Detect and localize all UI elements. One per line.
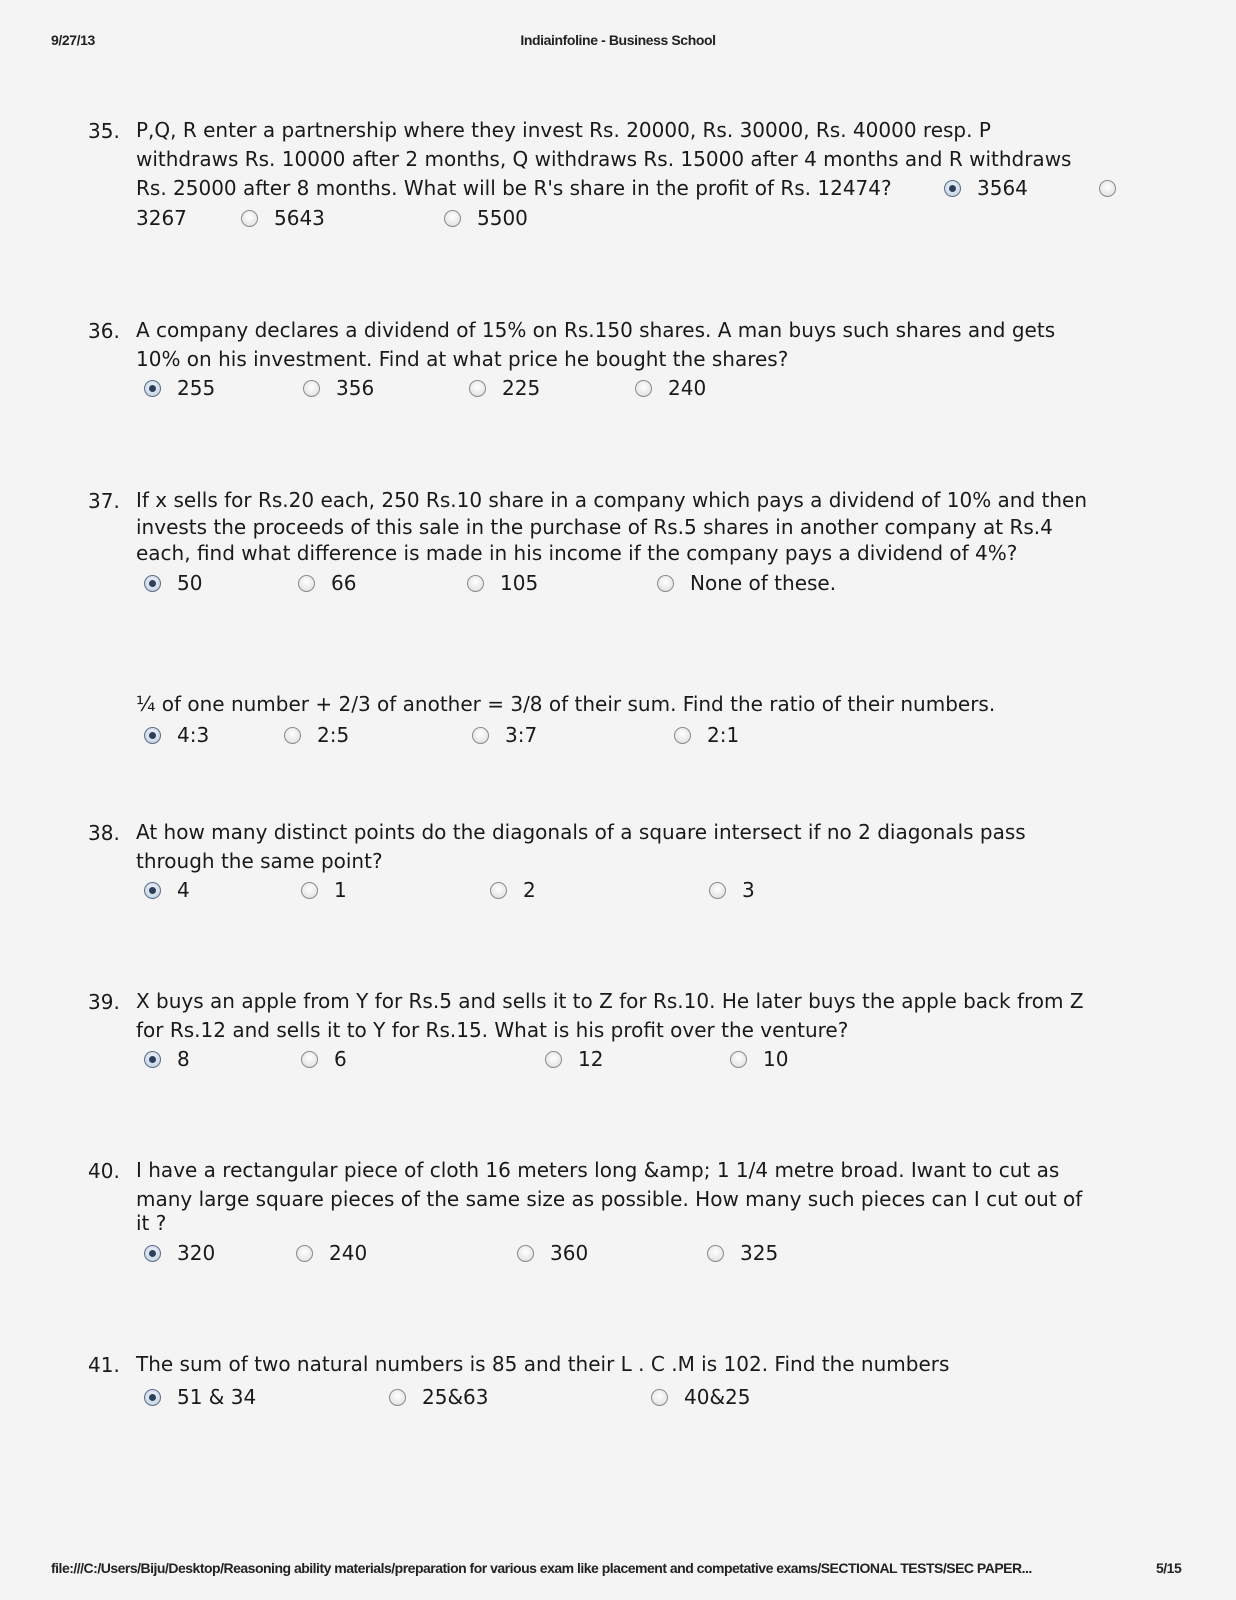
question-text-line: ¼ of one number + 2/3 of another = 3/8 of their sum. Find the ratio of their numbers. — [136, 692, 996, 716]
question-text-line: withdraws Rs. 10000 after 2 months, Q withdraws Rs. 15000 after 4 months and R withdraws — [136, 147, 1072, 171]
option-25-63[interactable] — [389, 1382, 489, 1412]
question-text-line: The sum of two natural numbers is 85 and their L . C .M is 102. Find the numbers — [136, 1352, 950, 1376]
question-text-line: 10% on his investment. Find at what price he bought the shares? — [136, 347, 789, 371]
question-text-line: At how many distinct points do the diagonals of a square intersect if no 2 diagonals pass — [136, 820, 1026, 844]
question-text-line: I have a rectangular piece of cloth 16 meters long &amp; 1 1/4 metre broad. Iwant to cut as — [136, 1158, 1060, 1182]
option-66[interactable] — [298, 568, 356, 598]
question-number: 39. — [88, 990, 120, 1014]
option-label: 51 & 34 — [177, 1385, 257, 1409]
option-label: 2:1 — [707, 723, 740, 747]
option-105[interactable] — [467, 568, 538, 598]
question-number: 36. — [88, 319, 120, 343]
option-2[interactable] — [490, 875, 536, 905]
radio-icon[interactable] — [301, 882, 318, 899]
option-label: 320 — [177, 1241, 216, 1265]
question-number: 40. — [88, 1159, 120, 1183]
option-label: 240 — [668, 376, 707, 400]
question-text-line: A company declares a dividend of 15% on Rs.150 shares. A man buys such shares and gets — [136, 318, 1056, 342]
option-255[interactable] — [144, 373, 215, 403]
option-label: None of these. — [690, 571, 837, 595]
radio-icon[interactable] — [389, 1389, 406, 1406]
option-label: 4 — [177, 878, 190, 902]
option-label: 40&25 — [684, 1385, 751, 1409]
question-text-line: X buys an apple from Y for Rs.5 and sells it to Z for Rs.10. He later buys the apple back from Z — [136, 989, 1084, 1013]
radio-icon[interactable] — [674, 727, 691, 744]
option-4[interactable] — [144, 875, 190, 905]
radio-selected-icon[interactable] — [144, 1389, 161, 1406]
option-3-7[interactable] — [472, 720, 537, 750]
option-label: 3564 — [977, 176, 1028, 200]
option-2-5[interactable] — [284, 720, 349, 750]
radio-icon[interactable] — [444, 210, 461, 227]
question-text-line: Rs. 25000 after 8 months. What will be R's share in the profit of Rs. 12474? — [136, 176, 892, 200]
option-label: 3:7 — [505, 723, 538, 747]
radio-icon[interactable] — [517, 1245, 534, 1262]
option-label: 3267 — [136, 206, 187, 230]
option-label: 5643 — [274, 206, 325, 230]
option-label: 240 — [329, 1241, 368, 1265]
radio-selected-icon[interactable] — [944, 180, 961, 197]
option-6[interactable] — [301, 1044, 347, 1074]
option-label: 325 — [740, 1241, 779, 1265]
radio-selected-icon[interactable] — [144, 380, 161, 397]
option-label: 255 — [177, 376, 216, 400]
radio-icon[interactable] — [709, 882, 726, 899]
option-label: 12 — [578, 1047, 604, 1071]
option-12[interactable] — [545, 1044, 603, 1074]
option-4-3[interactable] — [144, 720, 209, 750]
radio-icon[interactable] — [707, 1245, 724, 1262]
option-50[interactable] — [144, 568, 202, 598]
option-label: 5500 — [477, 206, 528, 230]
option-240[interactable] — [296, 1238, 367, 1268]
radio-icon[interactable] — [284, 727, 301, 744]
question-number: 38. — [88, 821, 120, 845]
radio-selected-icon[interactable] — [144, 882, 161, 899]
question-text-line: each, find what difference is made in his income if the company pays a dividend of 4%? — [136, 541, 1018, 565]
option-8[interactable] — [144, 1044, 190, 1074]
option-325[interactable] — [707, 1238, 778, 1268]
radio-icon[interactable] — [301, 1051, 318, 1068]
question-text-line: through the same point? — [136, 849, 383, 873]
option-label: 6 — [334, 1047, 347, 1071]
option-label: 360 — [550, 1241, 589, 1265]
option-3267-label — [136, 203, 187, 233]
option-3[interactable] — [709, 875, 755, 905]
radio-icon[interactable] — [472, 727, 489, 744]
radio-icon[interactable] — [651, 1389, 668, 1406]
radio-icon[interactable] — [469, 380, 486, 397]
print-date: 9/27/13 — [51, 32, 95, 48]
option-label: 8 — [177, 1047, 190, 1071]
option-label: 356 — [336, 376, 375, 400]
radio-icon[interactable] — [490, 882, 507, 899]
option-label: 10 — [763, 1047, 789, 1071]
question-text-line: If x sells for Rs.20 each, 250 Rs.10 share in a company which pays a dividend of 10% and then — [136, 488, 1088, 512]
radio-icon[interactable] — [657, 575, 674, 592]
question-text-line: it ? — [136, 1211, 167, 1235]
option-240[interactable] — [635, 373, 706, 403]
question-number: 35. — [88, 119, 120, 143]
option-3267[interactable] — [1099, 173, 1132, 203]
radio-icon[interactable] — [241, 210, 258, 227]
page-title: Indiainfoline - Business School — [520, 32, 716, 48]
option-5643[interactable] — [241, 203, 325, 233]
radio-icon[interactable] — [303, 380, 320, 397]
radio-icon[interactable] — [1099, 180, 1116, 197]
radio-icon[interactable] — [296, 1245, 313, 1262]
option-label: 2 — [523, 878, 536, 902]
radio-icon[interactable] — [467, 575, 484, 592]
option-label: 66 — [331, 571, 357, 595]
option-label: 4:3 — [177, 723, 210, 747]
radio-selected-icon[interactable] — [144, 727, 161, 744]
option-2-1[interactable] — [674, 720, 739, 750]
option-label: 50 — [177, 571, 203, 595]
option-label: 105 — [500, 571, 539, 595]
radio-icon[interactable] — [545, 1051, 562, 1068]
option-3564[interactable] — [944, 173, 1028, 203]
question-text-line: many large square pieces of the same size as possible. How many such pieces can I cut out of — [136, 1187, 1083, 1211]
question-text-line: for Rs.12 and sells it to Y for Rs.15. What is his profit over the venture? — [136, 1018, 849, 1042]
option-label: 225 — [502, 376, 541, 400]
radio-icon[interactable] — [635, 380, 652, 397]
option-51-34[interactable] — [144, 1382, 256, 1412]
option-label: 25&63 — [422, 1385, 489, 1409]
option-360[interactable] — [517, 1238, 588, 1268]
option-5500[interactable] — [444, 203, 528, 233]
option-1[interactable] — [301, 875, 347, 905]
footer-file-path: file:///C:/Users/Biju/Desktop/Reasoning ability materials/preparation for various exam like placement and competative exams/SECTIONAL TESTS/SEC PAPER... — [51, 1560, 1032, 1576]
radio-selected-icon[interactable] — [144, 575, 161, 592]
option-label: 1 — [334, 878, 347, 902]
option-320[interactable] — [144, 1238, 215, 1268]
question-text-line: P,Q, R enter a partnership where they invest Rs. 20000, Rs. 30000, Rs. 40000 resp. P — [136, 118, 991, 142]
option-40-25[interactable] — [651, 1382, 751, 1412]
question-number: 37. — [88, 489, 120, 513]
option-label: 3 — [742, 878, 755, 902]
option-none-of-these[interactable] — [657, 568, 836, 598]
radio-selected-icon[interactable] — [144, 1245, 161, 1262]
option-10[interactable] — [730, 1044, 788, 1074]
question-number: 41. — [88, 1353, 120, 1377]
question-text-line: invests the proceeds of this sale in the purchase of Rs.5 shares in another company at Rs.4 — [136, 515, 1053, 539]
radio-icon[interactable] — [298, 575, 315, 592]
option-label: 2:5 — [317, 723, 350, 747]
option-225[interactable] — [469, 373, 540, 403]
radio-icon[interactable] — [730, 1051, 747, 1068]
option-356[interactable] — [303, 373, 374, 403]
radio-selected-icon[interactable] — [144, 1051, 161, 1068]
page-number: 5/15 — [1156, 1560, 1182, 1576]
